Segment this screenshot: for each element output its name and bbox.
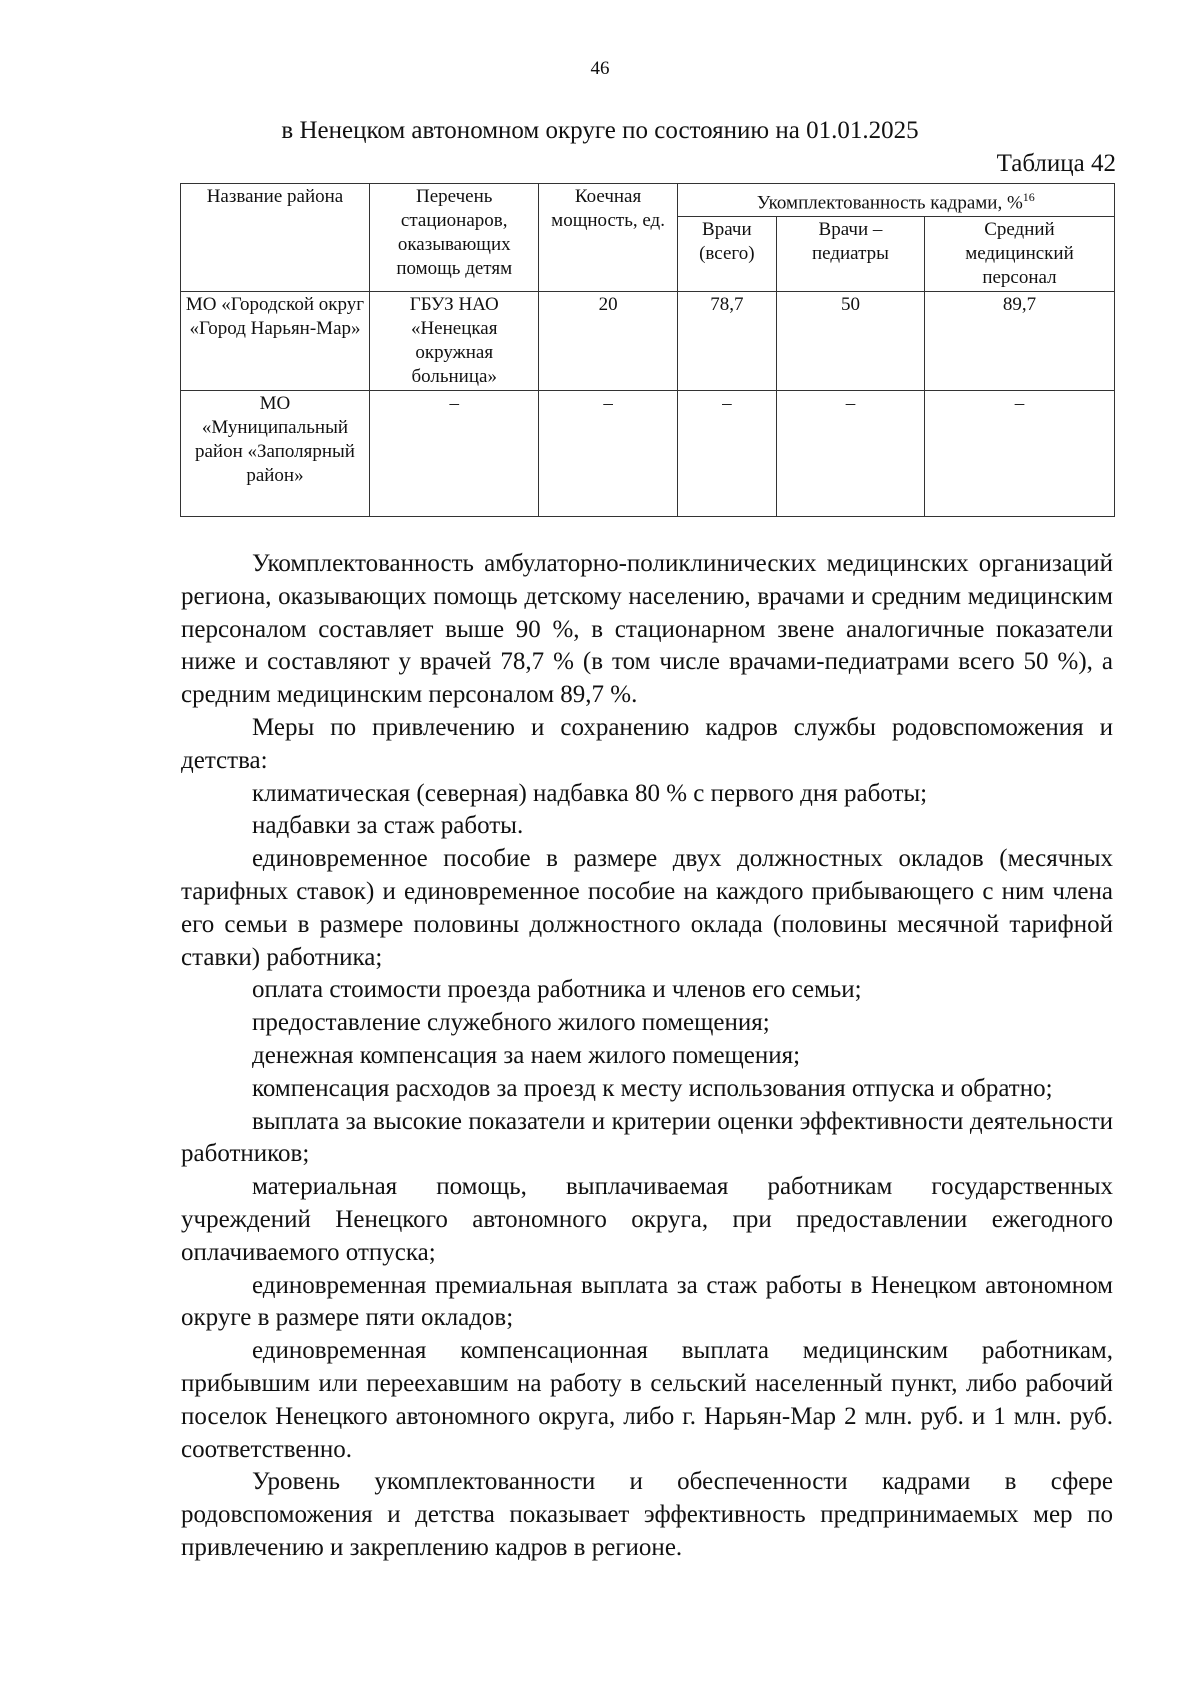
header-staffing-label: Укомплектованность кадрами, %: [756, 192, 1023, 214]
paragraph: климатическая (северная) надбавка 80 % с первого дня работы;: [252, 779, 928, 807]
paragraph: единовременная премиальная выплата за стаж работы в Ненецком автономном округе в размере пяти окладов;: [181, 1271, 1113, 1332]
header-district: Название района: [181, 184, 370, 292]
body-text: [181, 548, 1113, 1565]
cell-pediatricians: –: [777, 391, 925, 517]
header-nurses: Средний медицинский персонал: [924, 217, 1114, 292]
header-doctors-all: Врачи (всего): [677, 217, 776, 292]
header-hospitals: Перечень стационаров, оказывающих помощь детям: [369, 184, 539, 292]
paragraph: материальная помощь, выплачиваемая работникам государственных учреждений Ненецкого автономного округа, при предоставлении ежегодного оплачиваемого отпуска;: [181, 1173, 1113, 1266]
paragraph: Меры по привлечению и сохранению кадров службы родовспоможения и детства:: [181, 713, 1113, 774]
cell-doctors-all: 78,7: [677, 292, 776, 391]
page-number: 46: [590, 58, 610, 79]
table-row: [181, 391, 1115, 517]
table-row: [181, 292, 1115, 391]
header-beds: Коечная мощность, ед.: [539, 184, 677, 292]
table-label: Таблица 42: [996, 150, 1116, 177]
table-caption: в Ненецком автономном округе по состоянию на 01.01.2025: [281, 117, 919, 144]
header-pediatricians: Врачи – педиатры: [777, 217, 925, 292]
staffing-table: [180, 183, 1115, 517]
cell-nurses: 89,7: [924, 292, 1114, 391]
paragraph: денежная компенсация за наем жилого помещения;: [252, 1041, 801, 1069]
paragraph: предоставление служебного жилого помещения;: [252, 1009, 770, 1037]
footnote-ref: 16: [1022, 190, 1035, 204]
cell-district: МО «Муниципальный район «Заполярный район»: [181, 391, 370, 517]
cell-nurses: –: [924, 391, 1114, 517]
cell-doctors-all: –: [677, 391, 776, 517]
table-header-row: [181, 184, 1115, 217]
cell-hospital: –: [369, 391, 539, 517]
cell-district: МО «Городской округ «Город Нарьян-Мар»: [181, 292, 370, 391]
cell-beds: –: [539, 391, 677, 517]
paragraph: выплата за высокие показатели и критерии оценки эффективности деятельности работников;: [181, 1107, 1113, 1168]
cell-pediatricians: 50: [777, 292, 925, 391]
paragraph: единовременная компенсационная выплата медицинским работникам, прибывшим или переехавшим на работу в сельский населенный пункт, либо рабочий поселок Ненецкого автономного округа, либо г. Нарьян-Мар 2 млн. руб. и 1 млн. руб. соответственно.: [181, 1337, 1113, 1463]
paragraph: оплата стоимости проезда работника и членов его семьи;: [252, 976, 862, 1004]
cell-hospital: ГБУЗ НАО «Ненецкая окружная больница»: [369, 292, 539, 391]
paragraph: надбавки за стаж работы.: [252, 812, 524, 840]
header-staffing: [677, 184, 1114, 217]
paragraph: единовременное пособие в размере двух должностных окладов (месячных тарифных ставок) и единовременное пособие на каждого прибывающего с ним члена его семьи в размере половины должностного оклада (половины месячной тарифной ставки) работника;: [181, 845, 1113, 971]
paragraph: компенсация расходов за проезд к месту использования отпуска и обратно;: [252, 1074, 1053, 1102]
paragraph: Уровень укомплектованности и обеспеченности кадрами в сфере родовспоможения и детства показывает эффективность предпринимаемых мер по привлечению и закреплению кадров в регионе.: [181, 1468, 1113, 1561]
cell-beds: 20: [539, 292, 677, 391]
paragraph: Укомплектованность амбулаторно-поликлинических медицинских организаций региона, оказывающих помощь детскому населению, врачами и средним медицинским персоналом составляет выше 90 %, в стационарном звене аналогичные показатели ниже и составляют у врачей 78,7 % (в том числе врачами-педиатрами всего 50 %), а средним медицинским персоналом 89,7 %.: [181, 550, 1113, 709]
